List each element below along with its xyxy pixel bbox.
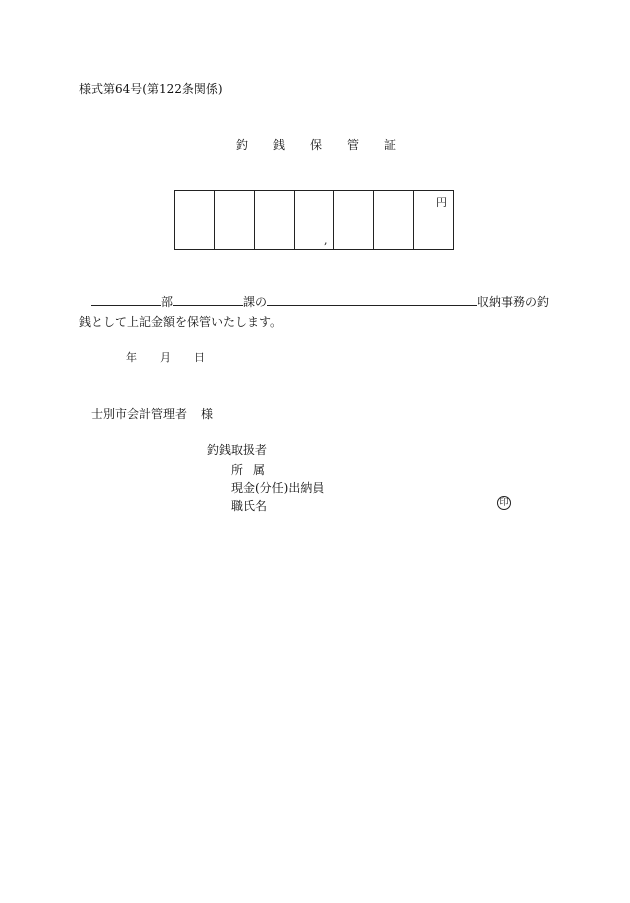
amount-digit-cell[interactable] [374, 191, 414, 249]
position-label: 現金(分任)出納員 [231, 481, 325, 495]
amount-digit-cell[interactable] [255, 191, 295, 249]
amount-digit-cell[interactable] [215, 191, 255, 249]
amount-digit-cell[interactable] [175, 191, 215, 249]
department-suffix: 部 [161, 295, 174, 309]
statement-line-1 [91, 293, 549, 310]
yen-unit-label: 円 [436, 196, 448, 209]
section-blank[interactable] [173, 293, 243, 306]
statement-line-2: 銭として上記金額を保管いたします。 [79, 315, 283, 329]
purpose-text: 収納事務の釣 [477, 295, 550, 309]
recipient-name: 士別市会計管理者 [91, 407, 188, 421]
thousands-separator: , [323, 234, 328, 247]
day-label: 日 [194, 351, 205, 364]
title-char: 銭 [272, 138, 285, 152]
affiliation-label: 所属 [231, 463, 276, 477]
title-char: 保 [309, 138, 322, 152]
document-title [236, 136, 396, 153]
purpose-blank[interactable] [267, 293, 477, 306]
name-label: 職氏名 [231, 499, 268, 513]
date-line [126, 349, 205, 365]
seal-mark: 印 [497, 496, 511, 510]
amount-digit-cell[interactable] [414, 191, 453, 249]
year-label: 年 [126, 351, 137, 364]
title-char: 管 [346, 138, 359, 152]
section-suffix: 課の [243, 295, 268, 309]
amount-digit-cell[interactable] [295, 191, 335, 249]
recipient-line [91, 405, 213, 422]
title-char: 証 [383, 138, 396, 152]
recipient-honorific: 様 [201, 407, 214, 421]
handler-heading: 釣銭取扱者 [207, 443, 268, 457]
title-char: 釣 [236, 138, 249, 152]
department-blank[interactable] [91, 293, 161, 306]
month-label: 月 [160, 351, 171, 364]
amount-digit-cell[interactable] [334, 191, 374, 249]
amount-box [174, 190, 454, 250]
form-number: 様式第64号(第122条関係) [79, 82, 223, 96]
